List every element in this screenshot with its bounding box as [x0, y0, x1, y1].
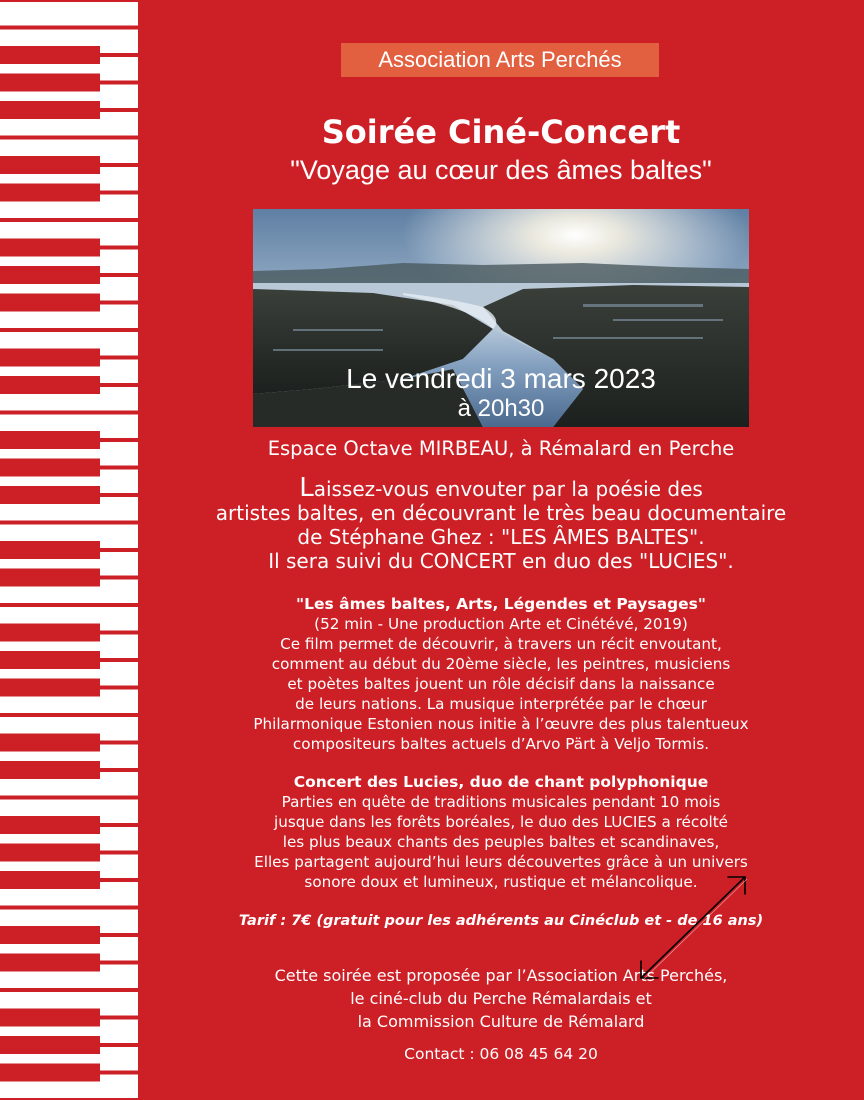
film-heading: "Les âmes baltes, Arts, Légendes et Paysages"	[296, 595, 706, 613]
piano-black-key	[0, 239, 100, 257]
film-line: (52 min - Une production Arte et Cinétévé, 2019)	[314, 615, 688, 633]
event-subtitle: "Voyage au cœur des âmes baltes"	[290, 155, 712, 185]
piano-black-key	[0, 926, 100, 944]
event-time: à 20h30	[457, 395, 545, 422]
concert-line: Parties en quête de traditions musicales pendant 10 mois	[281, 793, 721, 811]
piano-black-key	[0, 1064, 100, 1082]
contact-info: Contact : 06 08 45 64 20	[404, 1045, 598, 1063]
film-line: et poètes baltes jouent un rôle décisif dans la naissance	[287, 675, 715, 693]
event-title: Soirée Ciné-Concert	[321, 113, 681, 151]
piano-key-divider	[0, 988, 138, 992]
concert-section	[138, 772, 864, 892]
piano-key-divider	[0, 906, 138, 910]
piano-black-key	[0, 349, 100, 367]
organizers	[138, 964, 864, 1033]
association-badge: Association Arts Perchés	[341, 43, 659, 77]
event-venue: Espace Octave MIRBEAU, à Rémalard en Perche	[267, 437, 735, 460]
piano-black-key	[0, 1009, 100, 1027]
organizer-line: Cette soirée est proposée par l’Association Arts Perchés,	[274, 966, 728, 985]
event-date: Le vendredi 3 mars 2023	[346, 363, 656, 394]
piano-key-divider	[0, 218, 138, 222]
piano-key-divider	[0, 0, 138, 2]
intro-line-3: de Stéphane Ghez : "LES ÂMES BALTES".	[297, 525, 705, 549]
film-section	[138, 594, 864, 754]
organizer-line: le ciné-club du Perche Rémalardais et	[350, 989, 652, 1008]
piano-black-key	[0, 294, 100, 312]
film-line: Philarmonique Estonien nous initie à l’œuvre des plus talentueux	[253, 715, 749, 733]
film-line: Ce film permet de découvrir, à travers un récit envoutant,	[280, 635, 722, 653]
piano-black-key	[0, 816, 100, 834]
concert-line: les plus beaux chants des peuples baltes et scandinaves,	[282, 833, 720, 851]
piano-black-key	[0, 459, 100, 477]
film-line: compositeurs baltes actuels d’Arvo Pärt à Veljo Tormis.	[292, 735, 710, 753]
intro-line-1-text: aissez-vous envouter par la poésie des	[313, 477, 703, 501]
piano-black-key	[0, 101, 100, 119]
piano-black-key	[0, 679, 100, 697]
piano-black-key	[0, 541, 100, 559]
piano-key-divider	[0, 136, 138, 140]
organizer-line: la Commission Culture de Rémalard	[357, 1012, 645, 1031]
piano-key-divider	[0, 796, 138, 800]
concert-heading: Concert des Lucies, duo de chant polyphonique	[293, 773, 709, 791]
price-info: Tarif : 7€ (gratuit pour les adhérents au Cinéclub et - de 16 ans)	[238, 913, 764, 929]
piano-black-key	[0, 651, 100, 669]
piano-black-key	[0, 184, 100, 202]
piano-black-key	[0, 871, 100, 889]
piano-black-key	[0, 46, 100, 64]
piano-black-key	[0, 486, 100, 504]
piano-black-key	[0, 156, 100, 174]
film-line: de leurs nations. La musique interprétée par le chœur	[295, 695, 707, 713]
concert-line: sonore doux et lumineux, rustique et mélancolique.	[304, 873, 698, 891]
piano-black-key	[0, 266, 100, 284]
piano-black-key	[0, 1036, 100, 1054]
piano-keys-decoration	[0, 0, 138, 1100]
intro-line-2: artistes baltes, en découvrant le très beau documentaire	[215, 501, 787, 525]
piano-black-key	[0, 844, 100, 862]
intro-line-4: Il sera suivi du CONCERT en duo des "LUCIES".	[268, 549, 734, 573]
piano-black-key	[0, 761, 100, 779]
piano-black-key	[0, 74, 100, 92]
intro-drop-letter: L	[299, 473, 314, 503]
intro-line-1	[138, 473, 864, 503]
piano-black-key	[0, 376, 100, 394]
piano-key-divider	[0, 603, 138, 607]
piano-black-key	[0, 954, 100, 972]
piano-key-divider	[0, 26, 138, 30]
piano-key-divider	[0, 521, 138, 525]
concert-line: Elles partagent aujourd’hui leurs découvertes grâce à un univers	[254, 853, 748, 871]
piano-key-divider	[0, 411, 138, 415]
intro-paragraph	[138, 473, 864, 573]
piano-black-key	[0, 431, 100, 449]
concert-line: jusque dans les forêts boréales, le duo des LUCIES a récolté	[273, 813, 729, 831]
piano-key-divider	[0, 328, 138, 332]
film-line: comment au début du 20ème siècle, les peintres, musiciens	[271, 655, 731, 673]
piano-black-key	[0, 569, 100, 587]
piano-black-key	[0, 734, 100, 752]
piano-black-key	[0, 624, 100, 642]
piano-key-divider	[0, 713, 138, 717]
